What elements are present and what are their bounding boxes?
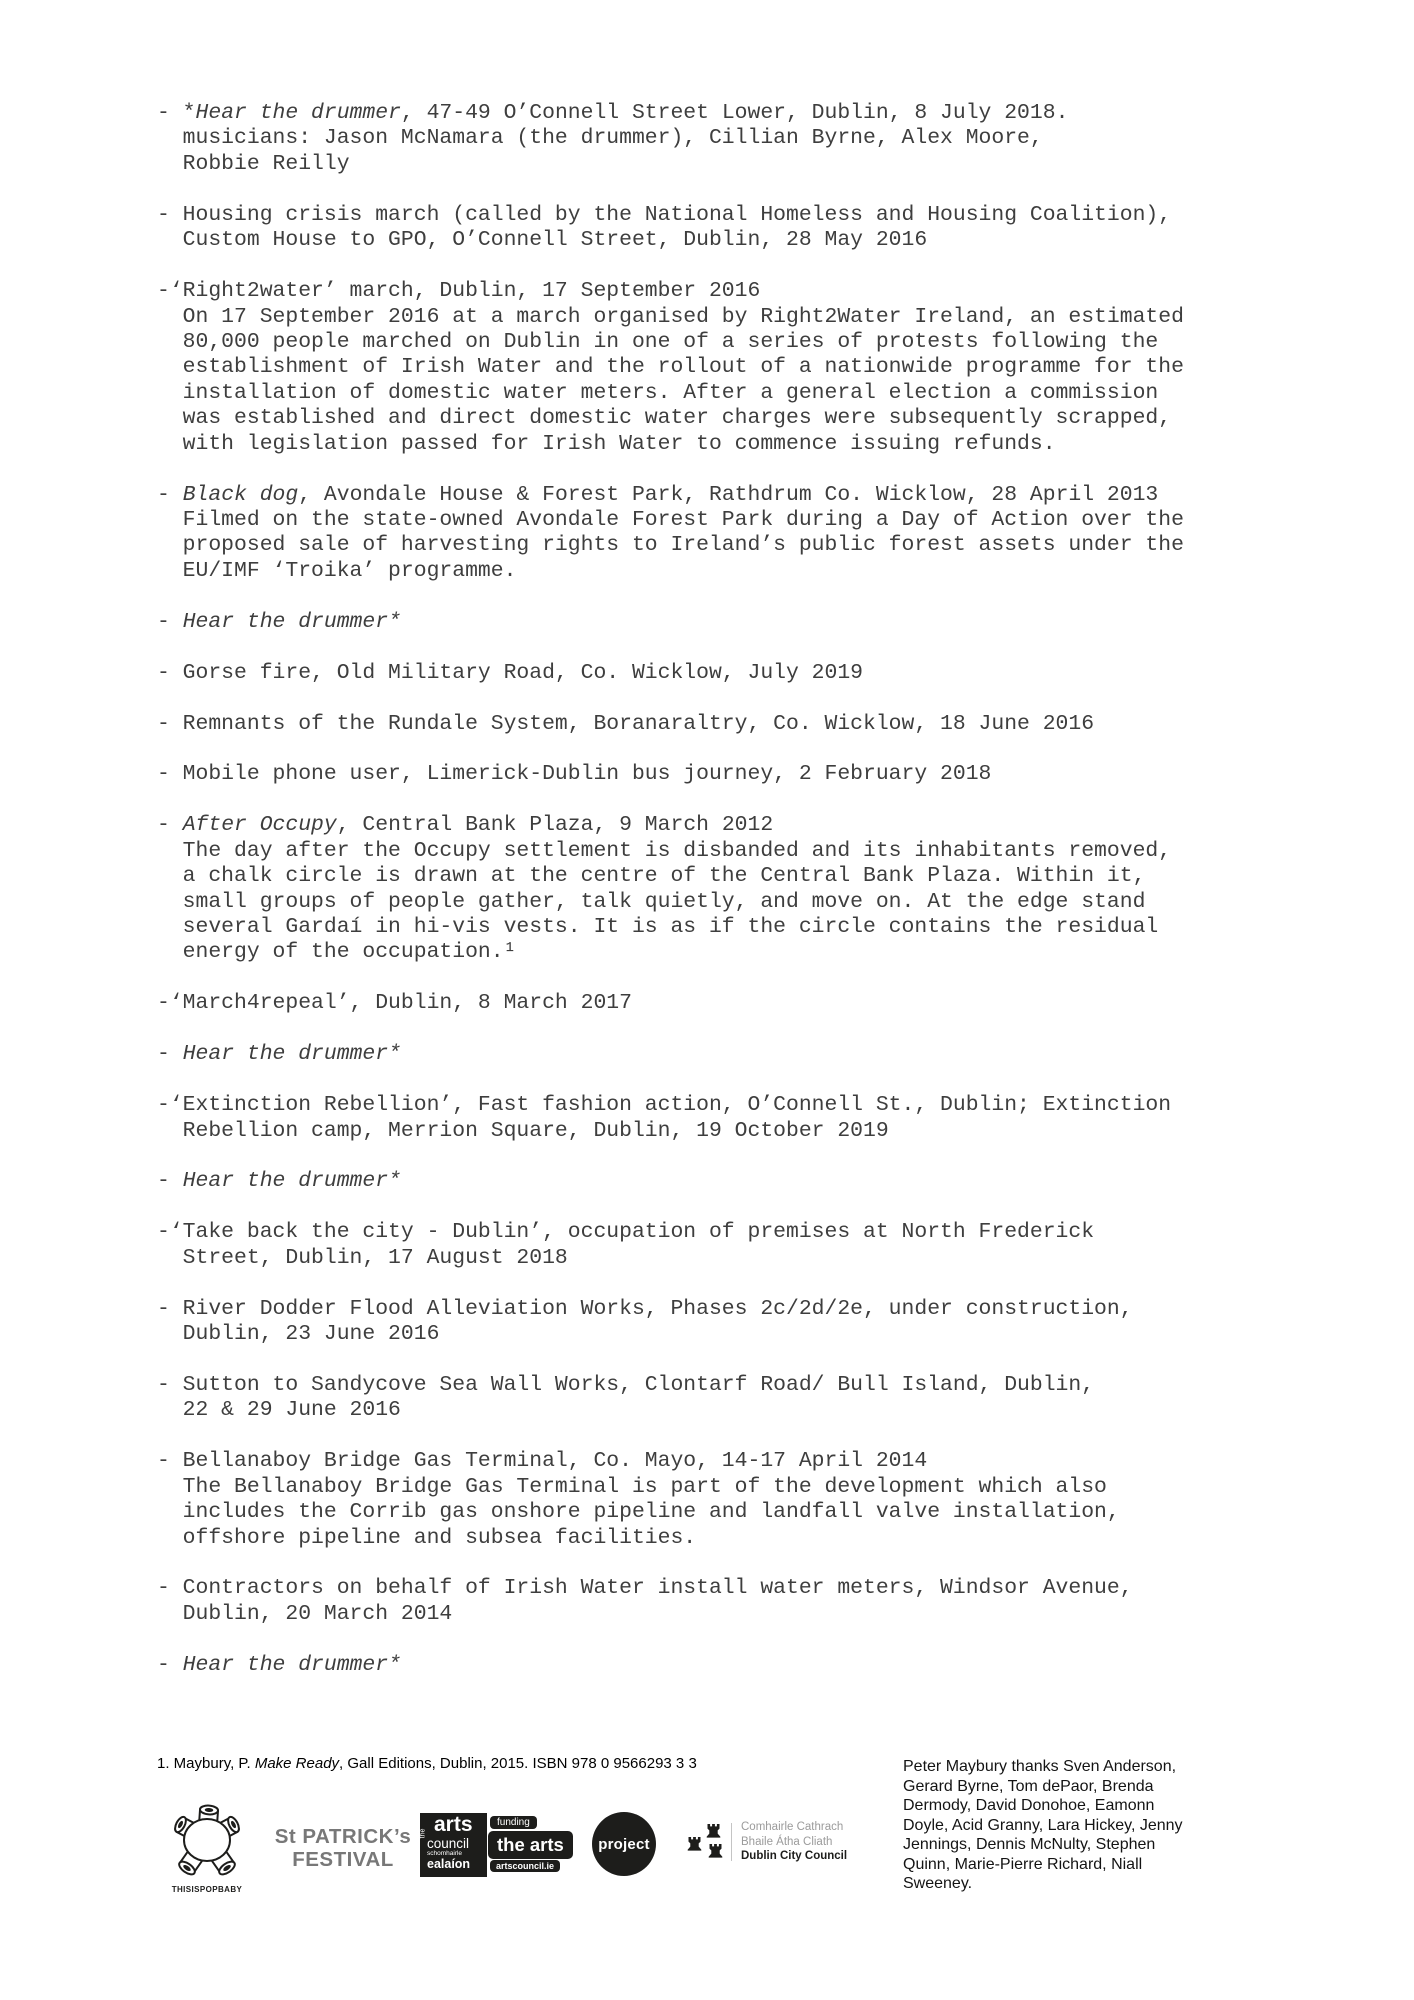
entry-line: -‘Extinction Rebellion’, Fast fashion action, O’Connell St., Dublin; Extinction	[157, 1093, 1172, 1118]
list-entry	[157, 203, 1184, 254]
list-entry	[157, 1169, 1184, 1194]
entry-line: EU/IMF ‘Troika’ programme.	[157, 558, 517, 583]
entry-line: - After Occupy, Central Bank Plaza, 9 March 2012	[157, 813, 774, 838]
list-entry	[157, 712, 1184, 737]
entry-line: - Hear the drummer*	[157, 1042, 401, 1067]
entry-line: Street, Dublin, 17 August 2018	[157, 1245, 568, 1270]
entry-line: - Mobile phone user, Limerick-Dublin bus journey, 2 February 2018	[157, 762, 992, 787]
arts-council-the: the	[419, 1828, 427, 1839]
dcc-divider	[731, 1823, 732, 1861]
thanks-line: Dermody, David Donohoe, Eamonn	[903, 1797, 1155, 1814]
arts-council-arts: arts	[434, 1813, 473, 1836]
entry-line: - *Hear the drummer, 47-49 O’Connell Street Lower, Dublin, 8 July 2018.	[157, 101, 1069, 125]
entry-line: -‘March4repeal’, Dublin, 8 March 2017	[157, 991, 632, 1016]
thanks-line: Jennings, Dennis McNulty, Stephen	[903, 1836, 1156, 1853]
entry-line: Dublin, 20 March 2014	[157, 1601, 453, 1626]
list-entry	[157, 1653, 1184, 1678]
entry-line: The Bellanaboy Bridge Gas Terminal is part of the development which also	[157, 1474, 1107, 1499]
funding-pill: funding	[490, 1816, 537, 1829]
entry-line: Robbie Reilly	[157, 151, 350, 176]
dublin-city-council-logo	[686, 1820, 847, 1864]
footnote: 1. Maybury, P. Make Ready, Gall Editions, Dublin, 2015. ISBN 978 0 9566293 3 3	[157, 1755, 697, 1772]
entry-line: small groups of people gather, talk quietly, and move on. At the edge stand	[157, 889, 1146, 914]
thanks-line: Peter Maybury thanks Sven Anderson,	[903, 1758, 1177, 1775]
list-entry	[157, 1297, 1184, 1348]
entry-line: installation of domestic water meters. After a general election a commission	[157, 380, 1159, 405]
entry-line: with legislation passed for Irish Water to commence issuing refunds.	[157, 431, 1056, 456]
artscouncil-ie-pill: artscouncil.ie	[490, 1860, 560, 1872]
arts-council-council: council	[427, 1836, 470, 1851]
entry-line: - River Dodder Flood Alleviation Works, Phases 2c/2d/2e, under construction,	[157, 1296, 1133, 1321]
entry-line: energy of the occupation.¹	[157, 940, 517, 965]
st-patricks-line2: FESTIVAL	[292, 1848, 394, 1871]
list-entry	[157, 279, 1184, 457]
arts-council-box	[420, 1813, 487, 1877]
arts-council-ealaion: ealaíon	[427, 1857, 471, 1871]
entry-line: - Bellanaboy Bridge Gas Terminal, Co. Mayo, 14-17 April 2014	[157, 1449, 928, 1474]
entry-line: Filmed on the state-owned Avondale Forest Park during a Day of Action over the	[157, 508, 1184, 532]
entry-line: offshore pipeline and subsea facilities.	[157, 1525, 697, 1550]
entry-line: - Remnants of the Rundale System, Boranaraltry, Co. Wicklow, 18 June 2016	[157, 711, 1095, 736]
entry-line: was established and direct domestic water charges were subsequently scrapped,	[157, 406, 1172, 431]
entry-line: -‘Take back the city - Dublin’, occupation of premises at North Frederick	[157, 1220, 1095, 1245]
list-entry	[157, 1220, 1184, 1271]
entry-line: a chalk circle is drawn at the centre of the Central Bank Plaza. Within it,	[157, 864, 1146, 889]
entry-line: - Hear the drummer*	[157, 609, 401, 634]
thisispopbaby-logo	[148, 1799, 266, 1894]
dcc-irish-line1: Comhairle Cathrach	[741, 1821, 844, 1833]
entry-line: Rebellion camp, Merrion Square, Dublin, 19 October 2019	[157, 1118, 889, 1143]
entry-line: The day after the Occupy settlement is disbanded and its inhabitants removed,	[157, 838, 1172, 863]
thanks-text	[903, 1757, 1233, 1894]
three-castles-icon	[686, 1823, 726, 1861]
thanks-line: Doyle, Acid Granny, Lara Hickey, Jenny	[903, 1816, 1183, 1834]
entry-line: On 17 September 2016 at a march organised by Right2Water Ireland, an estimated	[157, 304, 1184, 329]
entry-line: - Hear the drummer*	[157, 1169, 401, 1194]
entry-line: Custom House to GPO, O’Connell Street, Dublin, 28 May 2016	[157, 228, 928, 253]
entry-line: - Housing crisis march (called by the National Homeless and Housing Coalition),	[157, 202, 1172, 227]
thanks-line: Quinn, Marie-Pierre Richard, Niall	[903, 1855, 1143, 1873]
list-entry	[157, 610, 1184, 635]
credits-list	[157, 101, 1184, 1704]
thanks-line: Gerard Byrne, Tom dePaor, Brenda	[903, 1777, 1154, 1795]
entry-line: 22 & 29 June 2016	[157, 1398, 401, 1423]
entry-line: establishment of Irish Water and the rollout of a nationwide programme for the	[157, 355, 1184, 380]
arts-council-chomhairle: schomhairle	[427, 1850, 463, 1857]
entry-line: 80,000 people marched on Dublin in one of a series of protests following the	[157, 329, 1159, 354]
popbaby-creature-icon	[155, 1799, 259, 1879]
dcc-english-line: Dublin City Council	[741, 1850, 848, 1863]
thanks-line: Sweeney.	[903, 1875, 973, 1892]
list-entry	[157, 762, 1184, 787]
entry-line: Dublin, 23 June 2016	[157, 1322, 440, 1346]
entry-line: -‘Right2water’ march, Dublin, 17 September 2016	[157, 279, 761, 304]
entry-line: - Sutton to Sandycove Sea Wall Works, Clontarf Road/ Bull Island, Dublin,	[157, 1372, 1095, 1397]
list-entry	[157, 1373, 1184, 1424]
list-entry	[157, 101, 1184, 177]
entry-line: includes the Corrib gas onshore pipeline and landfall valve installation,	[157, 1500, 1120, 1525]
list-entry	[157, 1042, 1184, 1067]
list-entry	[157, 661, 1184, 686]
list-entry	[157, 1576, 1184, 1627]
st-patricks-line1: St PATRICK’s	[274, 1825, 412, 1848]
thisispopbaby-label: THISISPOPBABY	[171, 1885, 243, 1894]
st-patricks-festival-logo	[272, 1825, 414, 1871]
project-arts-centre-logo	[592, 1812, 656, 1876]
list-entry	[157, 1093, 1184, 1144]
entry-line: - Hear the drummer*	[157, 1652, 401, 1677]
dcc-irish-line2: Bhaile Átha Cliath	[741, 1835, 833, 1848]
list-entry	[157, 813, 1184, 966]
entry-line: - Gorse fire, Old Military Road, Co. Wicklow, July 2019	[157, 660, 864, 685]
arts-council-logo	[420, 1813, 580, 1877]
project-label: project	[598, 1835, 650, 1853]
list-entry	[157, 1449, 1184, 1551]
entry-line: - Contractors on behalf of Irish Water install water meters, Windsor Avenue,	[157, 1576, 1133, 1601]
the-arts-pill: the arts	[488, 1831, 573, 1859]
entry-line: musicians: Jason McNamara (the drummer), Cillian Byrne, Alex Moore,	[157, 126, 1043, 151]
entry-line: proposed sale of harvesting rights to Ireland’s public forest assets under the	[157, 533, 1184, 558]
list-entry	[157, 991, 1184, 1016]
list-entry	[157, 483, 1184, 585]
entry-line: - Black dog, Avondale House & Forest Park, Rathdrum Co. Wicklow, 28 April 2013	[157, 482, 1159, 507]
entry-line: several Gardaí in hi-vis vests. It is as if the circle contains the residual	[157, 915, 1159, 939]
